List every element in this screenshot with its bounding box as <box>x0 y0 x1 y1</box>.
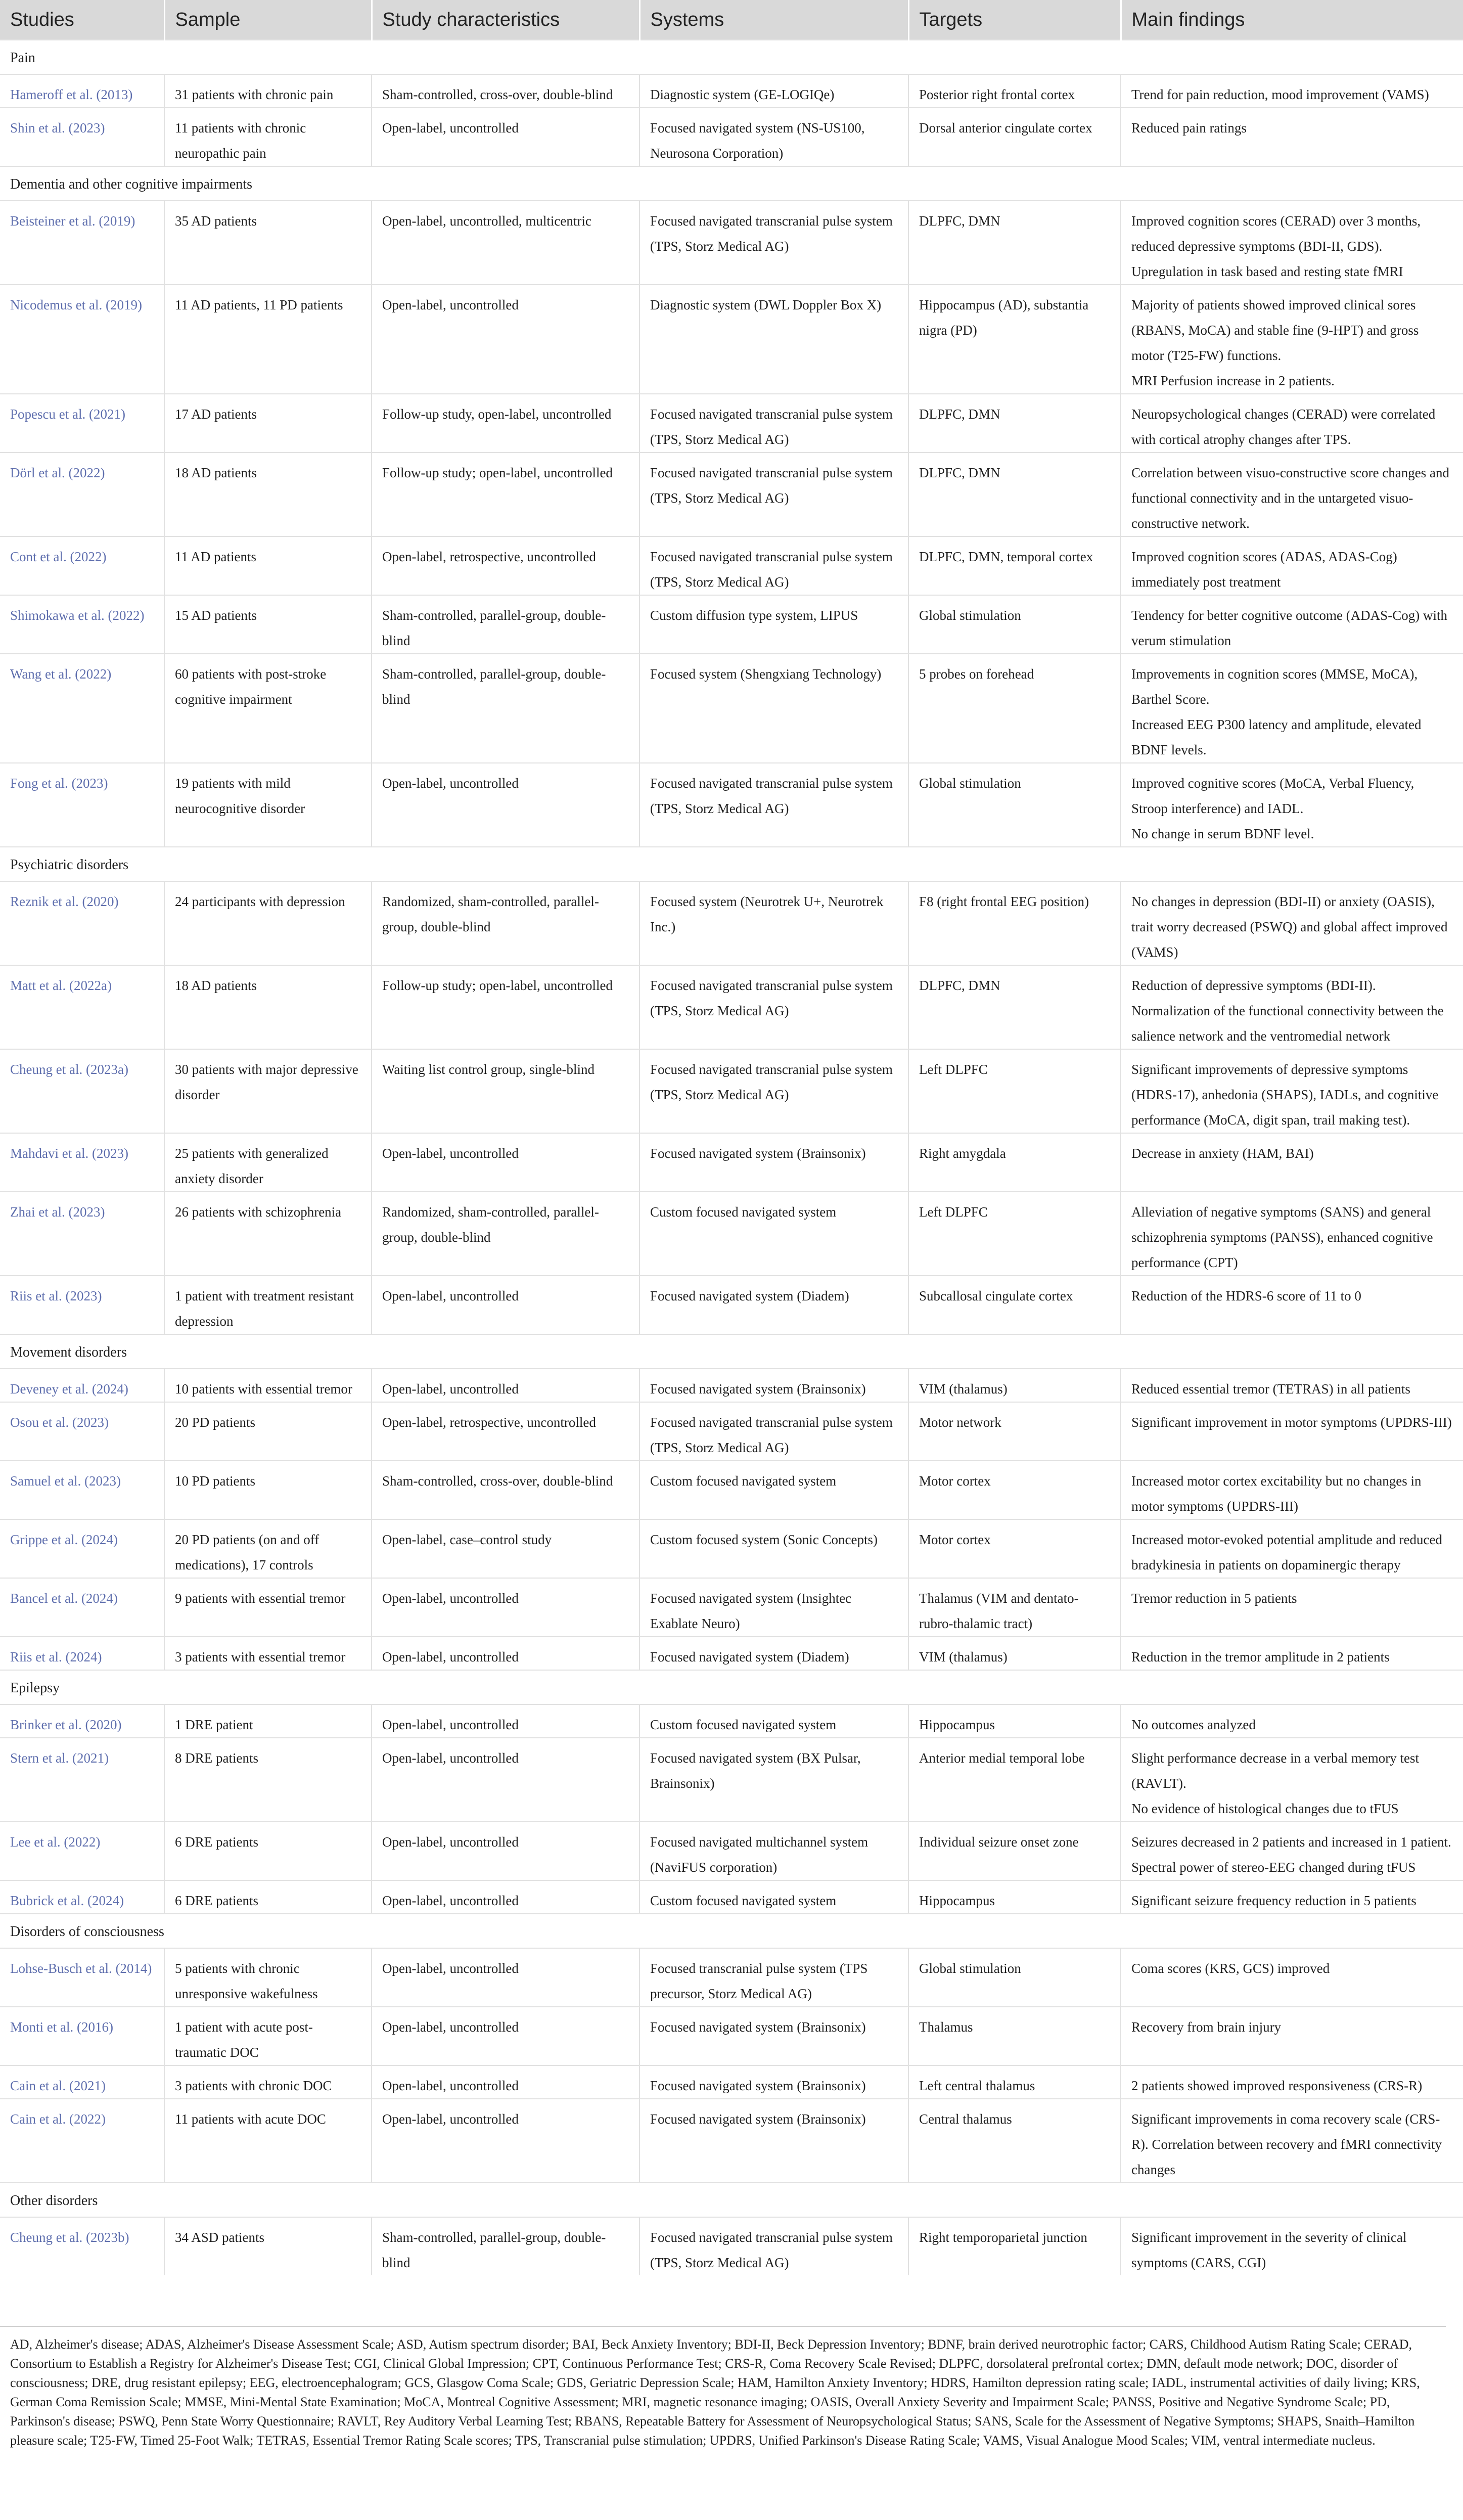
cell-target: Hippocampus <box>908 1880 1121 1914</box>
cell-sample: 25 patients with generalized anxiety disorder <box>164 1133 372 1192</box>
cell-findings: Reduction of the HDRS-6 score of 11 to 0 <box>1121 1276 1463 1334</box>
header-targets: Targets <box>908 0 1121 40</box>
cell-target: Posterior right frontal cortex <box>908 74 1121 108</box>
cell-target: DLPFC, DMN <box>908 965 1121 1049</box>
cell-target: Global stimulation <box>908 763 1121 847</box>
table-row <box>0 74 1463 108</box>
cell-findings: Reduced pain ratings <box>1121 108 1463 166</box>
table-row <box>0 1133 1463 1192</box>
cell-characteristics: Open-label, uncontrolled, multicentric <box>372 201 639 285</box>
cell-system: Focused navigated transcranial pulse system (TPS, Storz Medical AG) <box>639 763 908 847</box>
cell-characteristics: Open-label, uncontrolled <box>372 1578 639 1637</box>
cell-characteristics: Open-label, uncontrolled <box>372 1704 639 1738</box>
cell-characteristics: Sham-controlled, cross-over, double-blind <box>372 74 639 108</box>
cell-characteristics: Open-label, retrospective, uncontrolled <box>372 1402 639 1461</box>
cell-study[interactable]: Matt et al. (2022a) <box>0 965 164 1049</box>
cell-sample: 18 AD patients <box>164 965 372 1049</box>
cell-study[interactable]: Nicodemus et al. (2019) <box>0 285 164 394</box>
table-row <box>0 394 1463 453</box>
cell-system: Custom diffusion type system, LIPUS <box>639 595 908 654</box>
cell-characteristics: Follow-up study; open-label, uncontrolled <box>372 453 639 536</box>
cell-characteristics: Open-label, retrospective, uncontrolled <box>372 536 639 595</box>
cell-sample: 10 PD patients <box>164 1461 372 1519</box>
cell-study[interactable]: Wang et al. (2022) <box>0 654 164 763</box>
cell-characteristics: Open-label, uncontrolled <box>372 285 639 394</box>
cell-target: Thalamus (VIM and dentato-rubro-thalamic tract) <box>908 1578 1121 1637</box>
cell-findings: Significant improvements of depressive symptoms (HDRS-17), anhedonia (SHAPS), IADLs, and cognitive performance (MoCA, digit span, trail making test). <box>1121 1049 1463 1133</box>
cell-findings: Improved cognition scores (ADAS, ADAS-Cog) immediately post treatment <box>1121 536 1463 595</box>
table-row <box>0 1822 1463 1880</box>
cell-characteristics: Follow-up study, open-label, uncontrolled <box>372 394 639 453</box>
table-row <box>0 453 1463 536</box>
cell-characteristics: Waiting list control group, single-blind <box>372 1049 639 1133</box>
cell-study[interactable]: Cain et al. (2022) <box>0 2099 164 2183</box>
table-body <box>0 40 1463 2275</box>
cell-findings: Recovery from brain injury <box>1121 2007 1463 2065</box>
cell-target: Right temporoparietal junction <box>908 2217 1121 2275</box>
category-label: Disorders of consciousness <box>0 1914 1463 1948</box>
cell-sample: 9 patients with essential tremor <box>164 1578 372 1637</box>
cell-sample: 15 AD patients <box>164 595 372 654</box>
cell-study[interactable]: Hameroff et al. (2013) <box>0 74 164 108</box>
cell-study[interactable]: Beisteiner et al. (2019) <box>0 201 164 285</box>
cell-findings: Coma scores (KRS, GCS) improved <box>1121 1948 1463 2007</box>
cell-characteristics: Open-label, uncontrolled <box>372 1133 639 1192</box>
cell-characteristics: Open-label, uncontrolled <box>372 1276 639 1334</box>
table-row <box>0 2099 1463 2183</box>
cell-system: Custom focused navigated system <box>639 1704 908 1738</box>
cell-system: Focused transcranial pulse system (TPS precursor, Storz Medical AG) <box>639 1948 908 2007</box>
finding-line: No evidence of histological changes due to tFUS <box>1131 1801 1399 1816</box>
cell-sample: 24 participants with depression <box>164 881 372 965</box>
table-row <box>0 2065 1463 2099</box>
cell-sample: 11 patients with acute DOC <box>164 2099 372 2183</box>
cell-study[interactable]: Brinker et al. (2020) <box>0 1704 164 1738</box>
cell-target: VIM (thalamus) <box>908 1637 1121 1670</box>
table-row <box>0 654 1463 763</box>
cell-study[interactable]: Lee et al. (2022) <box>0 1822 164 1880</box>
cell-system: Focused navigated transcranial pulse system (TPS, Storz Medical AG) <box>639 1402 908 1461</box>
cell-system: Focused navigated system (Diadem) <box>639 1276 908 1334</box>
table-header <box>0 0 1463 40</box>
cell-system: Focused navigated transcranial pulse system (TPS, Storz Medical AG) <box>639 394 908 453</box>
cell-system: Diagnostic system (GE-LOGIQe) <box>639 74 908 108</box>
cell-findings <box>1121 965 1463 1049</box>
cell-system: Focused navigated system (Brainsonix) <box>639 2065 908 2099</box>
cell-study[interactable]: Dörl et al. (2022) <box>0 453 164 536</box>
cell-findings: Significant seizure frequency reduction in 5 patients <box>1121 1880 1463 1914</box>
cell-findings: Tendency for better cognitive outcome (ADAS-Cog) with verum stimulation <box>1121 595 1463 654</box>
finding-line: Reduction of depressive symptoms (BDI-II). <box>1131 978 1376 993</box>
finding-line: Improved cognitive scores (MoCA, Verbal Fluency, Stroop interference) and IADL. <box>1131 776 1414 816</box>
cell-sample: 1 DRE patient <box>164 1704 372 1738</box>
cell-study[interactable]: Monti et al. (2016) <box>0 2007 164 2065</box>
table-row <box>0 1369 1463 1402</box>
cell-sample: 19 patients with mild neurocognitive disorder <box>164 763 372 847</box>
table-row <box>0 595 1463 654</box>
cell-study[interactable]: Bubrick et al. (2024) <box>0 1880 164 1914</box>
cell-characteristics: Open-label, uncontrolled <box>372 1948 639 2007</box>
table-row <box>0 1519 1463 1578</box>
category-row <box>0 2183 1463 2217</box>
cell-study[interactable]: Popescu et al. (2021) <box>0 394 164 453</box>
table-row <box>0 536 1463 595</box>
cell-target: 5 probes on forehead <box>908 654 1121 763</box>
table-row <box>0 1461 1463 1519</box>
table-row <box>0 1049 1463 1133</box>
cell-sample: 6 DRE patients <box>164 1880 372 1914</box>
table-row <box>0 965 1463 1049</box>
cell-findings <box>1121 763 1463 847</box>
header-row <box>0 0 1463 40</box>
cell-study[interactable]: Mahdavi et al. (2023) <box>0 1133 164 1192</box>
table-row <box>0 108 1463 166</box>
finding-line: MRI Perfusion increase in 2 patients. <box>1131 373 1335 388</box>
cell-target: Hippocampus <box>908 1704 1121 1738</box>
table-row <box>0 1192 1463 1276</box>
cell-study[interactable]: Stern et al. (2021) <box>0 1738 164 1822</box>
cell-characteristics: Open-label, uncontrolled <box>372 2007 639 2065</box>
cell-findings <box>1121 654 1463 763</box>
finding-line: Normalization of the functional connectivity between the salience network and the ventromedial network <box>1131 1003 1444 1044</box>
cell-system: Focused navigated transcranial pulse system (TPS, Storz Medical AG) <box>639 2217 908 2275</box>
cell-target: Subcallosal cingulate cortex <box>908 1276 1121 1334</box>
cell-study[interactable]: Lohse-Busch et al. (2014) <box>0 1948 164 2007</box>
category-label: Movement disorders <box>0 1334 1463 1369</box>
cell-sample: 3 patients with chronic DOC <box>164 2065 372 2099</box>
cell-study[interactable]: Samuel et al. (2023) <box>0 1461 164 1519</box>
cell-characteristics: Randomized, sham-controlled, parallel-group, double-blind <box>372 881 639 965</box>
category-row <box>0 1670 1463 1704</box>
category-row <box>0 166 1463 201</box>
cell-characteristics: Open-label, uncontrolled <box>372 1822 639 1880</box>
cell-system: Focused navigated system (Brainsonix) <box>639 1133 908 1192</box>
cell-sample: 18 AD patients <box>164 453 372 536</box>
cell-target: Central thalamus <box>908 2099 1121 2183</box>
cell-study[interactable]: Deveney et al. (2024) <box>0 1369 164 1402</box>
cell-sample: 11 AD patients, 11 PD patients <box>164 285 372 394</box>
cell-sample: 6 DRE patients <box>164 1822 372 1880</box>
cell-target: Global stimulation <box>908 1948 1121 2007</box>
cell-system: Custom focused navigated system <box>639 1461 908 1519</box>
cell-study[interactable]: Cheung et al. (2023a) <box>0 1049 164 1133</box>
cell-findings: Increased motor-evoked potential amplitude and reduced bradykinesia in patients on dopaminergic therapy <box>1121 1519 1463 1578</box>
cell-system: Focused navigated transcranial pulse system (TPS, Storz Medical AG) <box>639 1049 908 1133</box>
cell-study[interactable]: Riis et al. (2024) <box>0 1637 164 1670</box>
cell-findings: Tremor reduction in 5 patients <box>1121 1578 1463 1637</box>
category-row <box>0 1914 1463 1948</box>
cell-system: Focused navigated system (Diadem) <box>639 1637 908 1670</box>
cell-study[interactable]: Shimokawa et al. (2022) <box>0 595 164 654</box>
cell-sample: 10 patients with essential tremor <box>164 1369 372 1402</box>
cell-target: DLPFC, DMN <box>908 201 1121 285</box>
table-row <box>0 1276 1463 1334</box>
cell-findings: Significant improvements in coma recovery scale (CRS-R). Correlation between recovery and fMRI connectivity changes <box>1121 2099 1463 2183</box>
cell-characteristics: Open-label, uncontrolled <box>372 2065 639 2099</box>
cell-system: Focused navigated system (Brainsonix) <box>639 1369 908 1402</box>
cell-sample: 31 patients with chronic pain <box>164 74 372 108</box>
cell-characteristics: Open-label, case–control study <box>372 1519 639 1578</box>
finding-line: Improvements in cognition scores (MMSE, MoCA), Barthel Score. <box>1131 666 1418 707</box>
cell-characteristics: Open-label, uncontrolled <box>372 1880 639 1914</box>
category-label: Epilepsy <box>0 1670 1463 1704</box>
cell-findings: Reduction in the tremor amplitude in 2 patients <box>1121 1637 1463 1670</box>
cell-sample: 34 ASD patients <box>164 2217 372 2275</box>
category-row <box>0 1334 1463 1369</box>
cell-sample: 8 DRE patients <box>164 1738 372 1822</box>
category-row <box>0 40 1463 74</box>
cell-study[interactable]: Grippe et al. (2024) <box>0 1519 164 1578</box>
category-label: Other disorders <box>0 2183 1463 2217</box>
header-sample: Sample <box>164 0 372 40</box>
table-row <box>0 1948 1463 2007</box>
cell-characteristics: Sham-controlled, cross-over, double-blind <box>372 1461 639 1519</box>
cell-target: Anterior medial temporal lobe <box>908 1738 1121 1822</box>
cell-characteristics: Open-label, uncontrolled <box>372 1637 639 1670</box>
cell-sample: 5 patients with chronic unresponsive wakefulness <box>164 1948 372 2007</box>
cell-system: Focused navigated multichannel system (NaviFUS corporation) <box>639 1822 908 1880</box>
cell-target: Motor network <box>908 1402 1121 1461</box>
cell-target: Global stimulation <box>908 595 1121 654</box>
cell-sample: 1 patient with acute post-traumatic DOC <box>164 2007 372 2065</box>
cell-target: Dorsal anterior cingulate cortex <box>908 108 1121 166</box>
table-row <box>0 881 1463 965</box>
cell-system: Custom focused navigated system <box>639 1192 908 1276</box>
table-row <box>0 1704 1463 1738</box>
cell-findings: Significant improvement in motor symptoms (UPDRS-III) <box>1121 1402 1463 1461</box>
cell-sample: 17 AD patients <box>164 394 372 453</box>
cell-target: Motor cortex <box>908 1461 1121 1519</box>
cell-system: Diagnostic system (DWL Doppler Box X) <box>639 285 908 394</box>
cell-characteristics: Open-label, uncontrolled <box>372 2099 639 2183</box>
header-main-findings: Main findings <box>1121 0 1463 40</box>
cell-target: Thalamus <box>908 2007 1121 2065</box>
cell-study[interactable]: Osou et al. (2023) <box>0 1402 164 1461</box>
cell-findings <box>1121 1738 1463 1822</box>
table-row <box>0 201 1463 285</box>
cell-characteristics: Sham-controlled, parallel-group, double-blind <box>372 2217 639 2275</box>
cell-target: Hippocampus (AD), substantia nigra (PD) <box>908 285 1121 394</box>
table-row <box>0 1578 1463 1637</box>
cell-target: VIM (thalamus) <box>908 1369 1121 1402</box>
cell-findings: Significant improvement in the severity of clinical symptoms (CARS, CGI) <box>1121 2217 1463 2275</box>
cell-system: Custom focused navigated system <box>639 1880 908 1914</box>
table-row <box>0 2007 1463 2065</box>
cell-findings <box>1121 285 1463 394</box>
cell-characteristics: Randomized, sham-controlled, parallel-group, double-blind <box>372 1192 639 1276</box>
table-row <box>0 2217 1463 2275</box>
category-row <box>0 847 1463 881</box>
table-footnote: AD, Alzheimer's disease; ADAS, Alzheimer's Disease Assessment Scale; ASD, Autism spectrum disorder; BAI, Beck Anxiety Inventory; BDI-II, Beck Depression Inventory; BDNF, brain derived neurotrophic factor; CARS, Childhood Autism Rating Scale; CERAD, Consortium to Establish a Registry for Alzheimer's Disease Test; CGI, Clinical Global Impression; CPT, Continuous Performance Test; CRS-R, Coma Recovery Scale Revised; DLPFC, dorsolateral prefrontal cortex; DMN, default mode network; DOC, disorder of consciousness; DRE, drug resistant epilepsy; EEG, electroencephalogram; GCS, Glasgow Coma Scale; GDS, Geriatric Depression Scale; HAM, Hamilton Anxiety Inventory; HDRS, Hamilton depression rating scale; IADL, instrumental activities of daily living; KRS, German Coma Remission Scale; MMSE, Mini-Mental State Examination; MoCA, Montreal Cognitive Assessment; MRI, magnetic resonance imaging; OASIS, Overall Anxiety Severity and Impairment Scale; PANSS, Positive and Negative Syndrome Scale; PD, Parkinson's disease; PSWQ, Penn State Worry Questionnaire; RAVLT, Rey Auditory Verbal Learning Test; RBANS, Repeatable Battery for Assessment of Neuropsychological Status; SANS, Scale for the Assessment of Negative Symptoms; SHAPS, Snaith–Hamilton pleasure scale; T25-FW, Timed 25-Foot Walk; TETRAS, Essential Tremor Rating Scale scores; TPS, Transcranial pulse stimulation; UPDRS, Unified Parkinson's Disease Rating Scale; VAMS, Visual Analogue Mood Scales; VIM, ventral intermediate nucleus. <box>0 2326 1446 2450</box>
cell-study[interactable]: Riis et al. (2023) <box>0 1276 164 1334</box>
cell-system: Focused navigated transcranial pulse system (TPS, Storz Medical AG) <box>639 965 908 1049</box>
cell-findings: 2 patients showed improved responsiveness (CRS-R) <box>1121 2065 1463 2099</box>
header-study-characteristics: Study characteristics <box>372 0 639 40</box>
table-row <box>0 1402 1463 1461</box>
cell-system: Focused navigated transcranial pulse system (TPS, Storz Medical AG) <box>639 201 908 285</box>
finding-line: Majority of patients showed improved clinical sores (RBANS, MoCA) and stable fine (9-HPT) and gross motor (T25-FW) functions. <box>1131 297 1419 363</box>
cell-study[interactable]: Bancel et al. (2024) <box>0 1578 164 1637</box>
cell-sample: 20 PD patients (on and off medications), 17 controls <box>164 1519 372 1578</box>
category-label: Psychiatric disorders <box>0 847 1463 881</box>
cell-system: Focused navigated transcranial pulse system (TPS, Storz Medical AG) <box>639 536 908 595</box>
cell-system: Focused system (Shengxiang Technology) <box>639 654 908 763</box>
cell-target: DLPFC, DMN <box>908 394 1121 453</box>
cell-system: Focused navigated system (Brainsonix) <box>639 2007 908 2065</box>
cell-findings: No changes in depression (BDI-II) or anxiety (OASIS), trait worry decreased (PSWQ) and global affect improved (VAMS) <box>1121 881 1463 965</box>
finding-line: Slight performance decrease in a verbal memory test (RAVLT). <box>1131 1750 1420 1791</box>
cell-study[interactable]: Fong et al. (2023) <box>0 763 164 847</box>
cell-findings: Decrease in anxiety (HAM, BAI) <box>1121 1133 1463 1192</box>
cell-characteristics: Open-label, uncontrolled <box>372 1738 639 1822</box>
category-label: Dementia and other cognitive impairments <box>0 166 1463 201</box>
cell-sample: 26 patients with schizophrenia <box>164 1192 372 1276</box>
cell-sample: 30 patients with major depressive disorder <box>164 1049 372 1133</box>
cell-characteristics: Follow-up study; open-label, uncontrolled <box>372 965 639 1049</box>
cell-system: Focused navigated system (BX Pulsar, Brainsonix) <box>639 1738 908 1822</box>
cell-study[interactable]: Cheung et al. (2023b) <box>0 2217 164 2275</box>
cell-findings: Neuropsychological changes (CERAD) were correlated with cortical atrophy changes after TPS. <box>1121 394 1463 453</box>
cell-characteristics: Open-label, uncontrolled <box>372 1369 639 1402</box>
table-row <box>0 1637 1463 1670</box>
category-label: Pain <box>0 40 1463 74</box>
cell-target: Left central thalamus <box>908 2065 1121 2099</box>
table-row <box>0 1880 1463 1914</box>
cell-findings: No outcomes analyzed <box>1121 1704 1463 1738</box>
finding-line: No change in serum BDNF level. <box>1131 826 1314 841</box>
cell-findings: Seizures decreased in 2 patients and increased in 1 patient. Spectral power of stereo-EEG changed during tFUS <box>1121 1822 1463 1880</box>
cell-target: DLPFC, DMN, temporal cortex <box>908 536 1121 595</box>
cell-target: Right amygdala <box>908 1133 1121 1192</box>
cell-findings: Correlation between visuo-constructive score changes and functional connectivity and in the untargeted visuo-constructive network. <box>1121 453 1463 536</box>
finding-line: Increased EEG P300 latency and amplitude, elevated BDNF levels. <box>1131 717 1422 757</box>
cell-study[interactable]: Cain et al. (2021) <box>0 2065 164 2099</box>
table-row <box>0 1738 1463 1822</box>
cell-system: Focused navigated transcranial pulse system (TPS, Storz Medical AG) <box>639 453 908 536</box>
cell-study[interactable]: Shin et al. (2023) <box>0 108 164 166</box>
cell-findings: Reduced essential tremor (TETRAS) in all patients <box>1121 1369 1463 1402</box>
cell-characteristics: Open-label, uncontrolled <box>372 108 639 166</box>
cell-target: Motor cortex <box>908 1519 1121 1578</box>
cell-findings: Improved cognition scores (CERAD) over 3 months, reduced depressive symptoms (BDI-II, GDS). Upregulation in task based and resting state fMRI <box>1121 201 1463 285</box>
cell-sample: 20 PD patients <box>164 1402 372 1461</box>
cell-sample: 1 patient with treatment resistant depression <box>164 1276 372 1334</box>
cell-system: Focused navigated system (NS-US100, Neurosona Corporation) <box>639 108 908 166</box>
cell-characteristics: Sham-controlled, parallel-group, double-blind <box>372 654 639 763</box>
cell-system: Focused navigated system (Brainsonix) <box>639 2099 908 2183</box>
cell-sample: 60 patients with post-stroke cognitive impairment <box>164 654 372 763</box>
cell-findings: Alleviation of negative symptoms (SANS) and general schizophrenia symptoms (PANSS), enhanced cognitive performance (CPT) <box>1121 1192 1463 1276</box>
cell-findings: Trend for pain reduction, mood improvement (VAMS) <box>1121 74 1463 108</box>
cell-target: DLPFC, DMN <box>908 453 1121 536</box>
cell-findings: Increased motor cortex excitability but no changes in motor symptoms (UPDRS-III) <box>1121 1461 1463 1519</box>
cell-target: Individual seizure onset zone <box>908 1822 1121 1880</box>
cell-study[interactable]: Reznik et al. (2020) <box>0 881 164 965</box>
cell-sample: 11 AD patients <box>164 536 372 595</box>
table-row <box>0 763 1463 847</box>
header-systems: Systems <box>639 0 908 40</box>
cell-study[interactable]: Zhai et al. (2023) <box>0 1192 164 1276</box>
cell-target: F8 (right frontal EEG position) <box>908 881 1121 965</box>
cell-sample: 3 patients with essential tremor <box>164 1637 372 1670</box>
cell-characteristics: Open-label, uncontrolled <box>372 763 639 847</box>
table-row <box>0 285 1463 394</box>
cell-characteristics: Sham-controlled, parallel-group, double-blind <box>372 595 639 654</box>
header-studies: Studies <box>0 0 164 40</box>
cell-sample: 35 AD patients <box>164 201 372 285</box>
cell-study[interactable]: Cont et al. (2022) <box>0 536 164 595</box>
cell-sample: 11 patients with chronic neuropathic pain <box>164 108 372 166</box>
cell-target: Left DLPFC <box>908 1049 1121 1133</box>
cell-target: Left DLPFC <box>908 1192 1121 1276</box>
cell-system: Focused system (Neurotrek U+, Neurotrek Inc.) <box>639 881 908 965</box>
cell-system: Custom focused system (Sonic Concepts) <box>639 1519 908 1578</box>
cell-system: Focused navigated system (Insightec Exablate Neuro) <box>639 1578 908 1637</box>
